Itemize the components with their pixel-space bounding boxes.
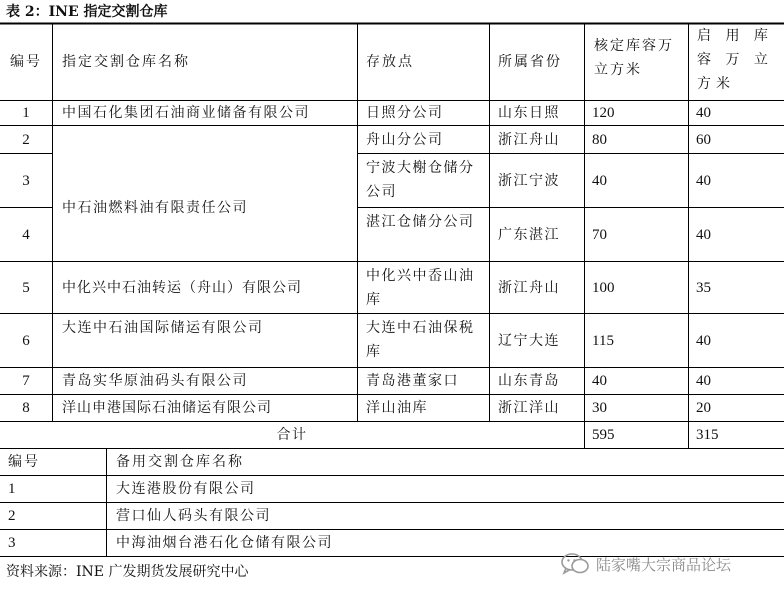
merged-name-rows-1-2: 中国石化集团石油商业储备有限公司 [62, 105, 310, 121]
row-8-no: 8 [22, 400, 30, 416]
watermark [560, 550, 731, 578]
row-5-location: 中化兴中岙山油库 [366, 268, 475, 308]
merged-name-rows-3-4: 中石油燃料油有限责任公司 [62, 199, 248, 216]
row-3-location: 宁波大榭仓储分公司 [366, 160, 475, 200]
row-7-no: 7 [22, 373, 30, 389]
row-4-approved: 70 [592, 226, 607, 243]
row-6-no: 6 [22, 332, 30, 349]
header-warehouse-name: 指定交割仓库名称 [62, 54, 190, 70]
row-1-no: 1 [22, 105, 30, 121]
row-4-no: 4 [22, 226, 30, 243]
row-4-enabled: 40 [696, 226, 711, 243]
backup-row-2-name: 营口仙人码头有限公司 [116, 508, 271, 524]
row-7-name: 青岛实华原油码头有限公司 [62, 373, 248, 389]
total-enabled: 315 [696, 427, 719, 443]
row-5-name: 中化兴中石油转运（舟山）有限公司 [62, 279, 302, 296]
row-5-approved: 100 [592, 279, 615, 296]
row-3-province: 浙江宁波 [498, 172, 560, 189]
row-1-province: 山东日照 [498, 105, 560, 121]
row-5-enabled: 35 [696, 279, 711, 296]
total-approved: 595 [592, 427, 615, 443]
row-7-approved: 40 [592, 373, 607, 389]
row-1-approved: 120 [592, 105, 615, 121]
row-3-enabled: 40 [696, 172, 711, 189]
row-6-province: 辽宁大连 [498, 332, 560, 349]
header-approved-capacity: 核定库容万立方米 [594, 38, 674, 78]
row-3-no: 3 [22, 172, 30, 189]
backup-header-name: 备用交割仓库名称 [116, 454, 244, 470]
source-note: 资料来源：INE 广发期货发展研究中心 [6, 564, 249, 580]
row-1-enabled: 40 [696, 105, 711, 121]
backup-row-3-no: 3 [8, 535, 16, 551]
row-2-location: 舟山分公司 [366, 131, 444, 148]
row-6-approved: 115 [592, 332, 614, 349]
row-2-no: 2 [22, 131, 30, 148]
row-5-province: 浙江舟山 [498, 279, 560, 296]
row-7-enabled: 40 [696, 373, 711, 389]
row-5-no: 5 [22, 279, 30, 296]
row-7-location: 青岛港董家口 [366, 373, 459, 389]
header-location: 存放点 [366, 54, 414, 70]
header-no: 编号 [10, 54, 42, 70]
row-2-enabled: 60 [696, 131, 711, 148]
backup-row-3-name: 中海油烟台港石化仓储有限公司 [116, 535, 333, 551]
wechat-icon [560, 551, 590, 577]
row-2-approved: 80 [592, 131, 607, 148]
backup-row-1-no: 1 [8, 481, 16, 497]
header-province: 所属省份 [498, 54, 562, 70]
backup-header-no: 编号 [8, 454, 40, 470]
row-1-location: 日照分公司 [366, 105, 444, 121]
row-3-approved: 40 [592, 172, 607, 189]
row-6-enabled: 40 [696, 332, 711, 349]
row-4-location: 湛江仓储分公司 [366, 214, 475, 230]
backup-row-1-name: 大连港股份有限公司 [116, 481, 256, 497]
row-8-approved: 30 [592, 400, 607, 416]
total-label: 合计 [276, 427, 308, 443]
row-8-province: 浙江洋山 [498, 400, 560, 416]
table-title: 表 2：INE 指定交割仓库 [6, 4, 168, 20]
row-8-enabled: 20 [696, 400, 711, 416]
row-7-province: 山东青岛 [498, 373, 560, 389]
header-enabled-capacity: 启 用 库 容 万 立 方米 [697, 28, 773, 92]
row-6-location: 大连中石油保税库 [366, 320, 475, 360]
row-4-province: 广东湛江 [498, 226, 560, 243]
row-2-province: 浙江舟山 [498, 131, 560, 148]
row-8-name: 洋山申港国际石油储运有限公司 [62, 400, 272, 416]
row-6-name: 大连中石油国际储运有限公司 [62, 320, 264, 336]
row-8-location: 洋山油库 [366, 400, 428, 416]
watermark-text: 陆家嘴大宗商品论坛 [596, 555, 732, 574]
backup-row-2-no: 2 [8, 508, 16, 524]
